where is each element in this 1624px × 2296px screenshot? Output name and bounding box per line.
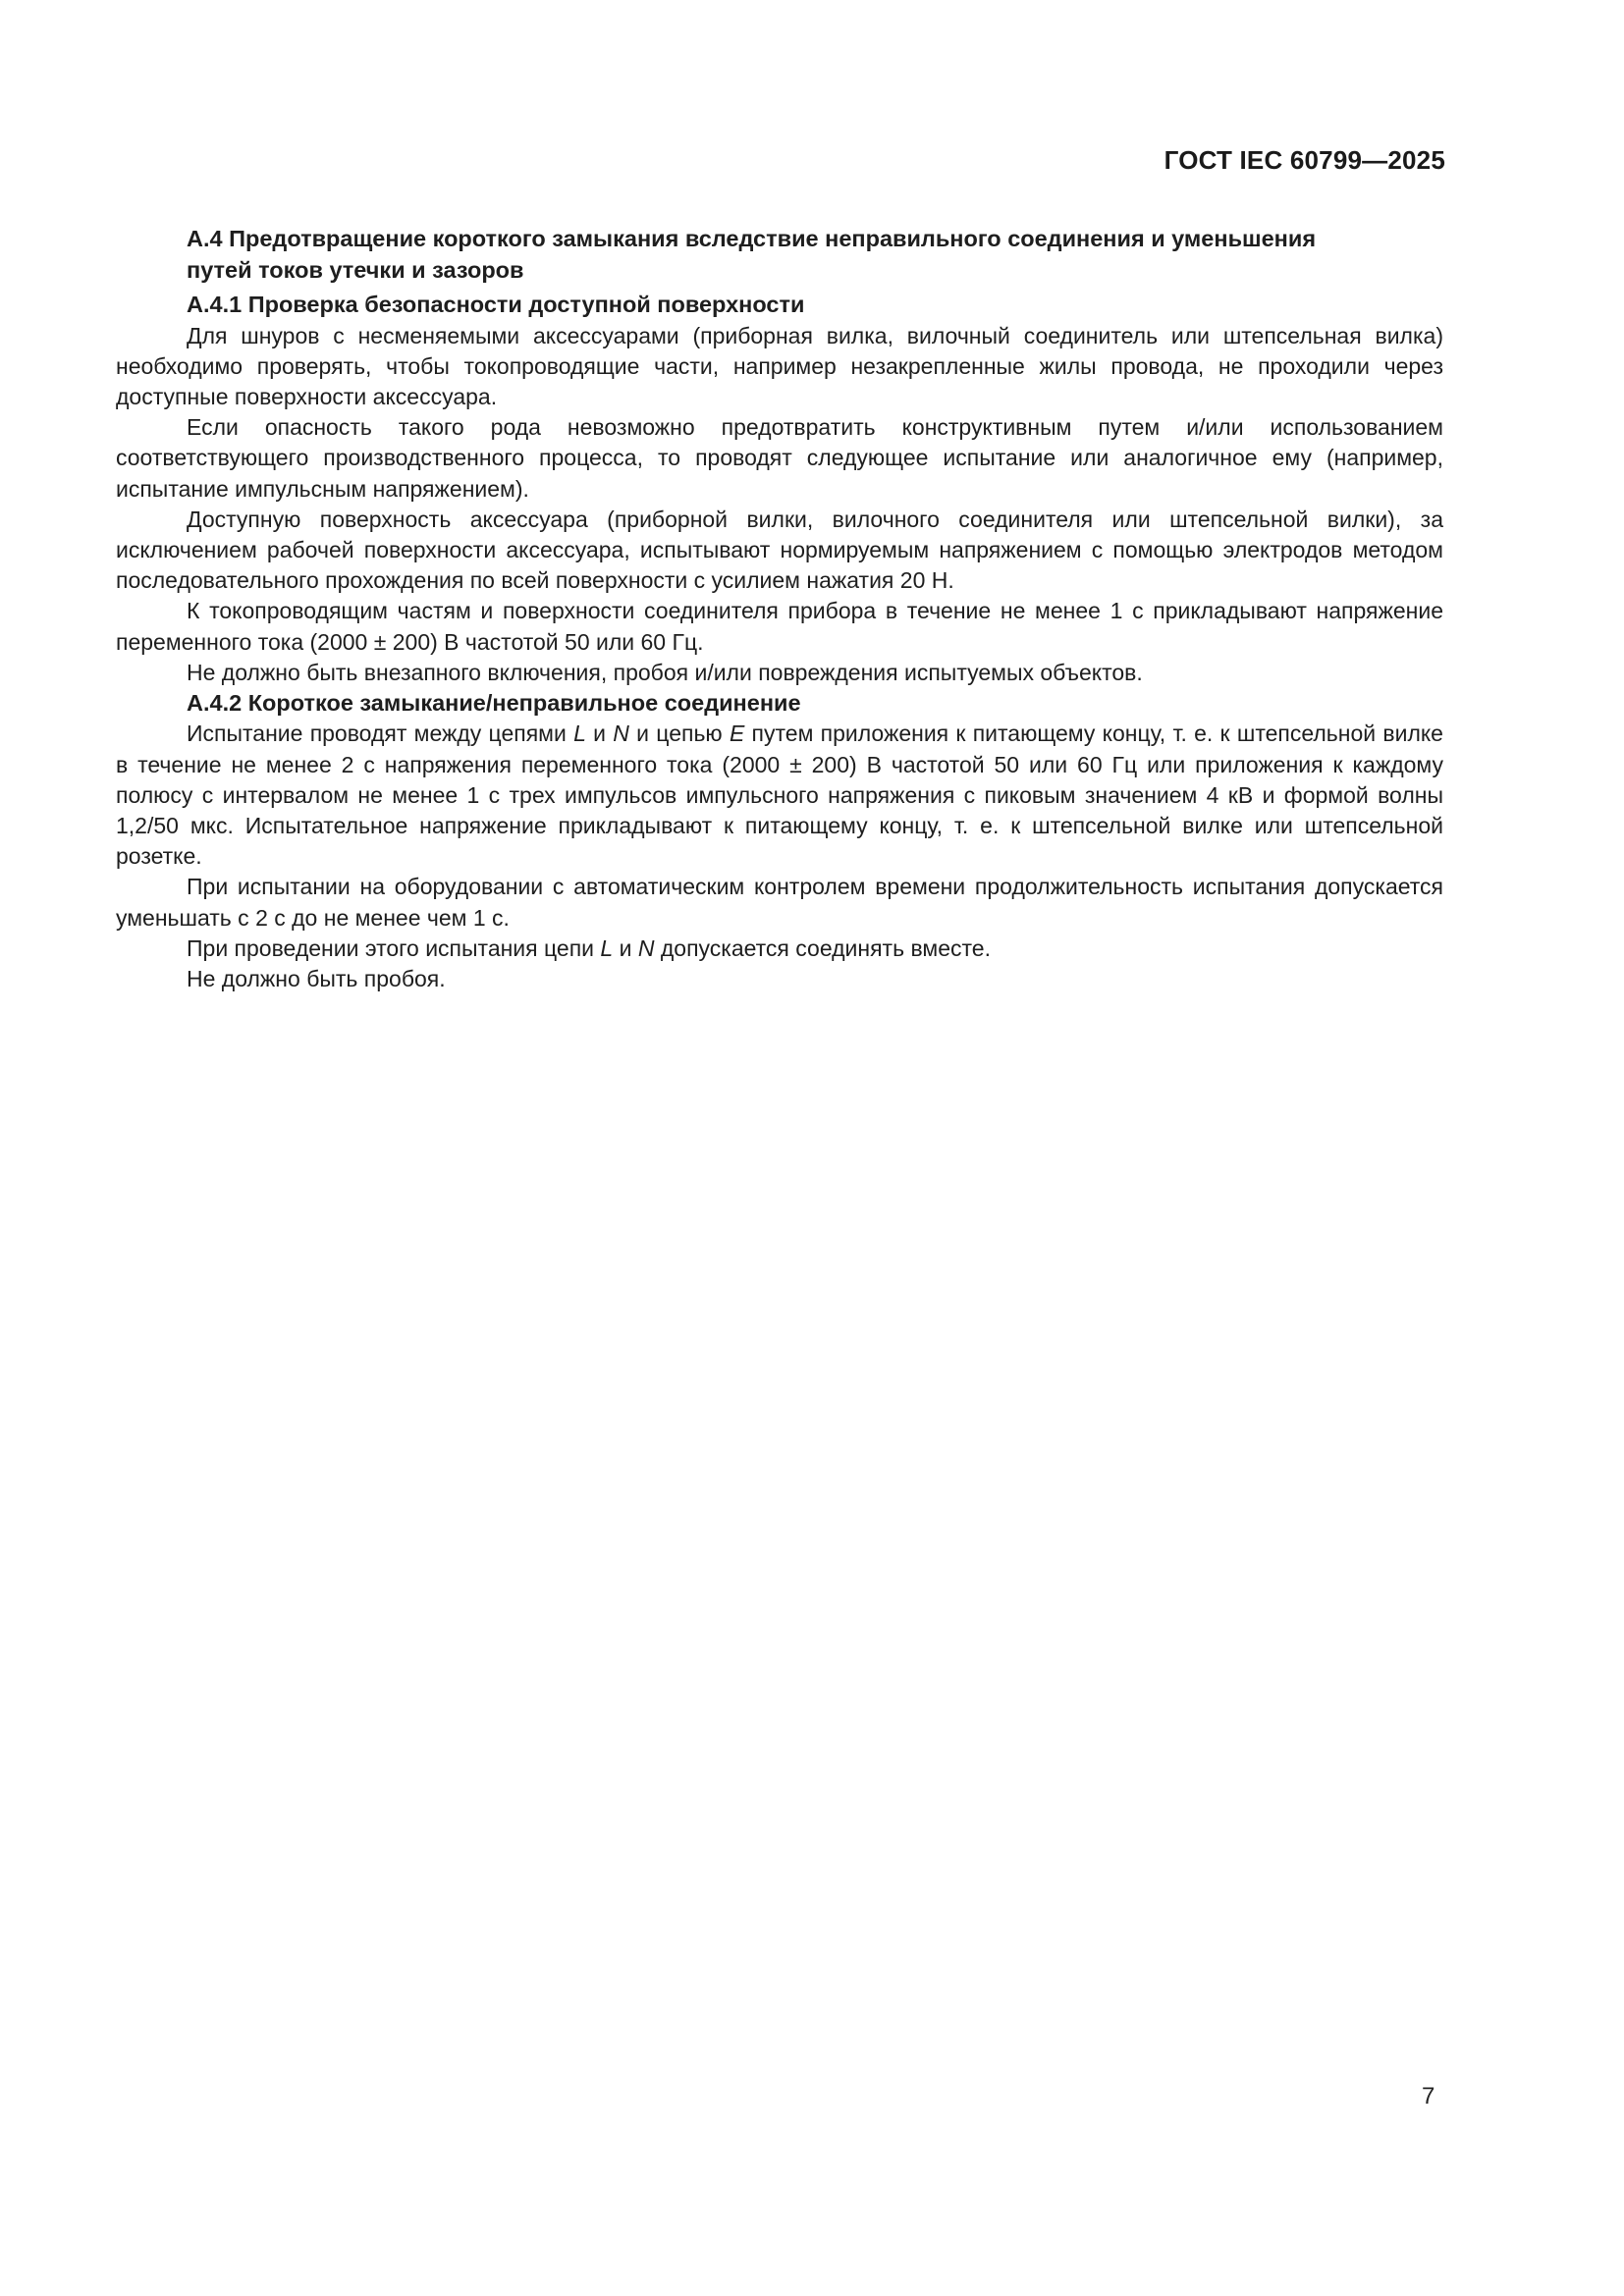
- circuit-l-label: L: [600, 934, 614, 961]
- paragraph-a42-4: Не должно быть пробоя.: [187, 966, 446, 992]
- circuit-e-label: E: [729, 721, 745, 747]
- paragraph-a41-4: К токопроводящим частям и поверхности соединителя прибора в течение не менее 1 с прикладывают напряжение переменного тока (2000 ± 200) В частотой 50 или 60 Гц.: [116, 598, 1443, 655]
- subsection-heading-a41: А.4.1 Проверка безопасности доступной поверхности: [187, 292, 805, 317]
- text-run: и цепью: [628, 721, 730, 747]
- subsection-heading-a42: А.4.2 Короткое замыкание/неправильное соединение: [187, 689, 801, 716]
- circuit-l-label: L: [573, 721, 586, 747]
- section-heading-line2: путей токов утечки и зазоров: [187, 256, 524, 283]
- text-run: путем приложения к питающему концу, т. е. к штепсельной вилке в течение не менее 2 с напряжения переменного тока (2000 ± 200) В частотой 50 или 60 Гц или приложения к каждому полюсу с интервалом не менее 1 с трех импульсов импульсного напряжения с пиковым значением 4 кВ и формой волны 1,2/50 мкс. Испытательное напряжение прикладывают к питающему концу, т. е. к штепсельной вилке или штепсельной розетке.: [116, 721, 1443, 870]
- paragraph-a41-5: Не должно быть внезапного включения, пробоя и/или повреждения испытуемых объектов.: [187, 659, 1143, 685]
- paragraph-a42-2: При испытании на оборудовании с автоматическим контролем времени продолжительность испытания допускается уменьшать с 2 с до не менее чем 1 с.: [116, 874, 1443, 931]
- section-heading-a4-cont: [116, 255, 1443, 287]
- section-heading-line1: А.4 Предотвращение короткого замыкания вследствие неправильного соединения и уменьшения: [187, 226, 1317, 251]
- text-run: и: [613, 934, 638, 961]
- circuit-n-label: N: [637, 934, 655, 961]
- paragraph-a42-1: [116, 719, 1443, 872]
- document-body: [116, 224, 1443, 994]
- section-heading-a4: [116, 224, 1443, 255]
- text-run: и: [585, 721, 614, 747]
- paragraph-a41-2: Если опасность такого рода невозможно предотвратить конструктивным путем и/или использованием соответствующего производственного процесса, то проводят следующее испытание или аналогичное ему (например, испытание импульсным напряжением).: [116, 414, 1443, 502]
- paragraph-a41-3: Доступную поверхность аксессуара (приборной вилки, вилочного соединителя или штепсельной вилки), за исключением рабочей поверхности аксессуара, испытывают нормируемым напряжением с помощью электродов методом последовательного прохождения по всей поверхности с усилием нажатия 20 Н.: [116, 506, 1443, 594]
- paragraph-a41-1: Для шнуров с несменяемыми аксессуарами (приборная вилка, вилочный соединитель или штепсельная вилка) необходимо проверять, чтобы токопроводящие части, например незакрепленные жилы провода, не проходили через доступные поверхности аксессуара.: [116, 322, 1443, 409]
- paragraph-a42-3: [116, 934, 1443, 964]
- text-run: допускается соединять вместе.: [654, 934, 991, 961]
- text-run: Испытание проводят между цепями: [187, 721, 574, 747]
- text-run: При проведении этого испытания цепи: [187, 934, 601, 961]
- document-code-header: ГОСТ IEC 60799—2025: [1164, 145, 1445, 175]
- circuit-n-label: N: [613, 721, 629, 747]
- page-number: 7: [1422, 2083, 1435, 2109]
